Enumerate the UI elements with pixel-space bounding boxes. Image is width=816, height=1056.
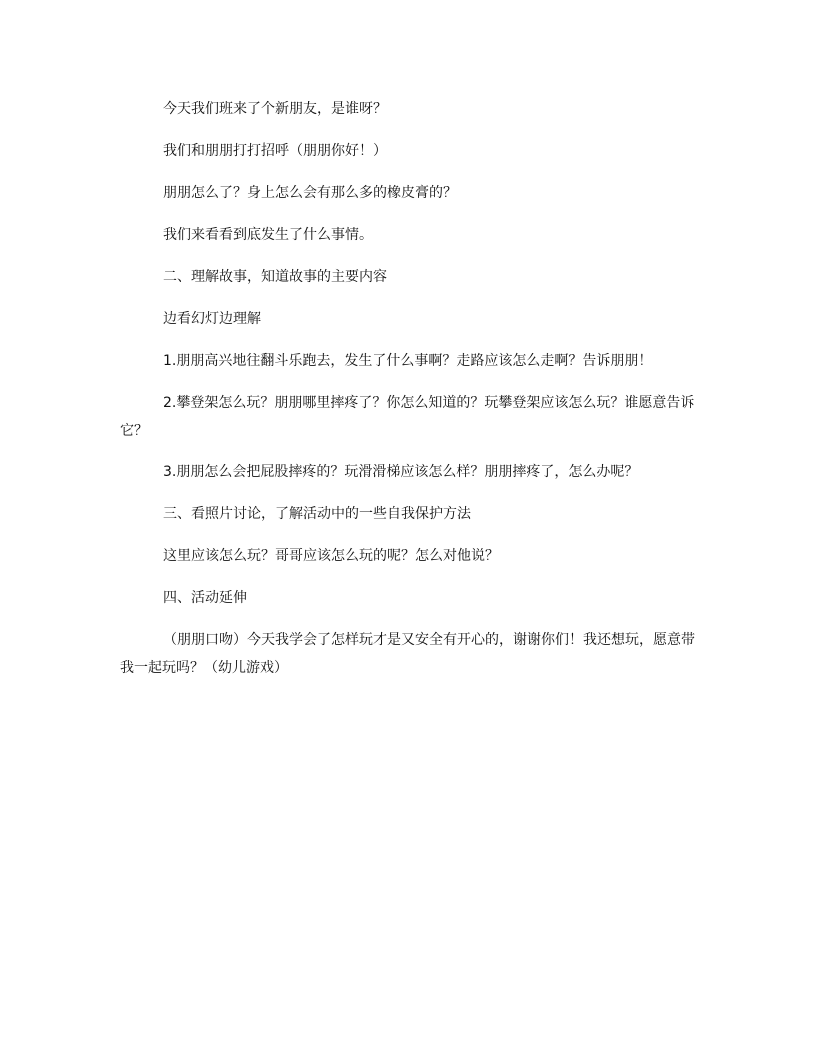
section-heading-photo-discussion: 三、看照片讨论，了解活动中的一些自我保护方法: [163, 506, 471, 522]
section-heading-extension: 四、活动延伸: [163, 590, 247, 606]
paragraph-greeting: 我们和朋朋打打招呼（朋朋你好！）: [163, 143, 387, 159]
paragraph-question-3: 3.朋朋怎么会把屁股摔疼的？玩滑滑梯应该怎么样？朋朋摔疼了，怎么办呢？: [163, 464, 639, 480]
paragraph-how-to-play: 这里应该怎么玩？哥哥应该怎么玩的呢？怎么对他说？: [163, 548, 499, 564]
section-heading-understand-story: 二、理解故事，知道故事的主要内容: [163, 269, 387, 285]
paragraph-closing: （朋朋口吻）今天我学会了怎样玩才是又安全有开心的，谢谢你们！我还想玩，愿意带我一起玩吗？（幼儿游戏）: [120, 632, 695, 676]
paragraph-new-friend: 今天我们班来了个新朋友，是谁呀？: [163, 101, 387, 117]
paragraph-what-happened: 我们来看看到底发生了什么事情。: [163, 227, 373, 243]
paragraph-question-1: 1.朋朋高兴地往翻斗乐跑去，发生了什么事啊？走路应该怎么走啊？告诉朋朋！: [163, 353, 653, 369]
paragraph-bandages: 朋朋怎么了？身上怎么会有那么多的橡皮膏的？: [163, 185, 457, 201]
paragraph-question-2: 2.攀登架怎么玩？朋朋哪里摔疼了？你怎么知道的？玩攀登架应该怎么玩？谁愿意告诉它？: [120, 395, 695, 439]
document-body: [120, 95, 698, 682]
paragraph-slides: 边看幻灯边理解: [163, 311, 261, 327]
